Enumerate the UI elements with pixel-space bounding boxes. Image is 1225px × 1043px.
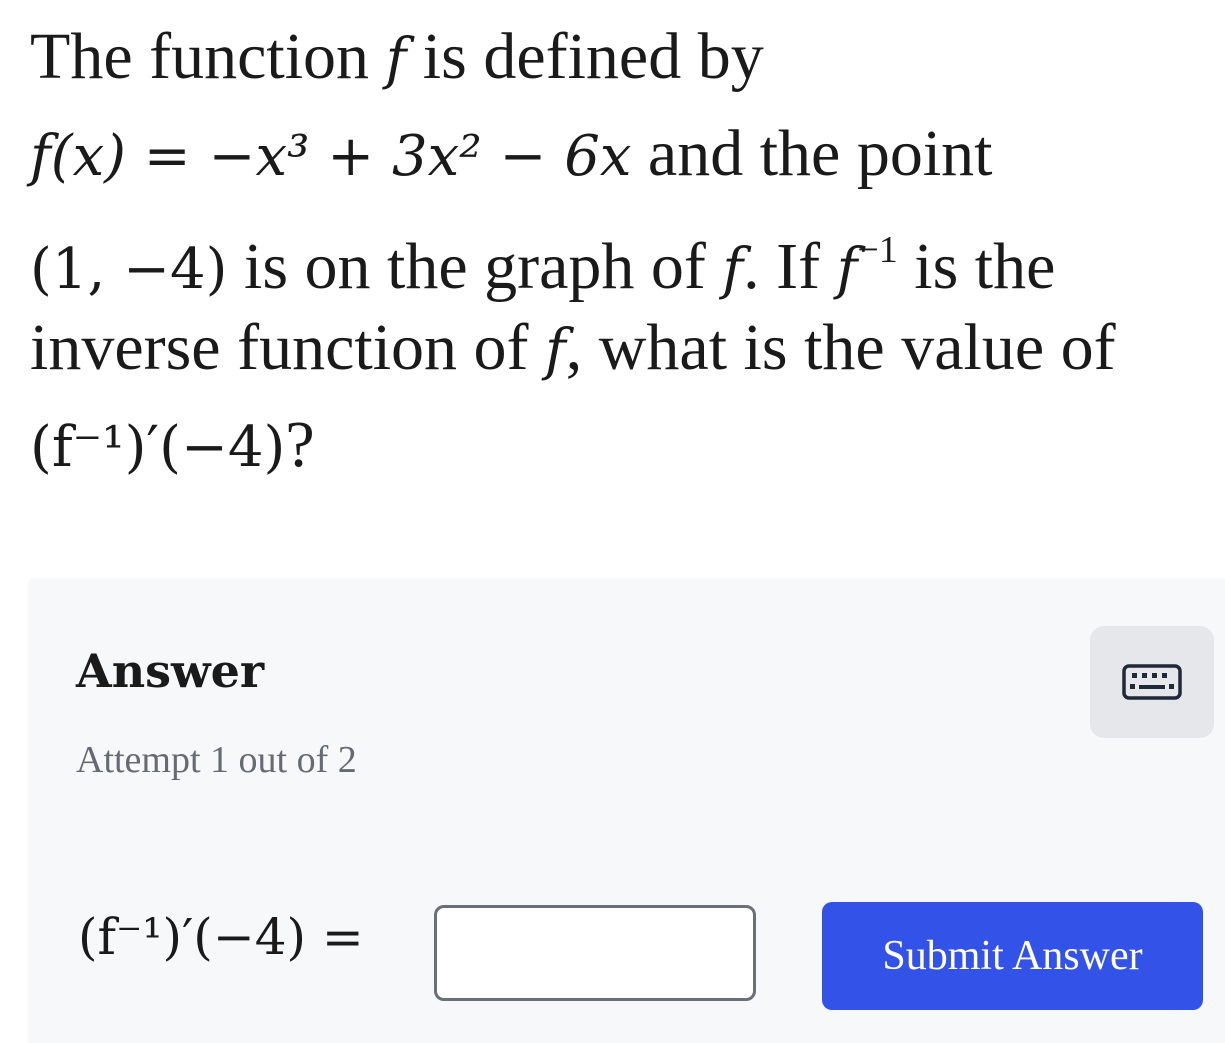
inverse-derivative-expression: (f⁻¹)′(−4): [30, 415, 286, 480]
submit-answer-button[interactable]: Submit Answer: [822, 902, 1203, 1010]
question-line-5: [30, 396, 1215, 493]
question-text-segment: . If: [743, 230, 837, 303]
answer-equation-label: (f⁻¹)′(−4) =: [78, 908, 364, 966]
question-text-segment: and the point: [631, 117, 993, 190]
question-line-2: [30, 105, 1215, 202]
keyboard-icon: [1122, 664, 1182, 700]
answer-input[interactable]: [434, 905, 756, 1001]
question-line-3: [30, 202, 1215, 303]
point-coordinates: (1, −4): [30, 237, 228, 302]
question-text-segment: The function: [30, 20, 386, 93]
math-keyboard-button[interactable]: [1090, 626, 1214, 738]
inverse-superscript: −1: [857, 229, 898, 271]
answer-panel: [28, 578, 1225, 1043]
function-equation: f(x) = −x³ + 3x² − 6x: [30, 124, 632, 189]
math-f-inverse: f: [836, 237, 858, 302]
question-line-1: [30, 8, 1215, 105]
math-f: f: [385, 27, 407, 92]
question-text-segment: is defined by: [406, 20, 764, 93]
answer-heading: Answer: [76, 644, 265, 698]
question-line-4: [30, 299, 1215, 396]
math-f: f: [722, 237, 744, 302]
question-text: [30, 8, 1215, 493]
question-text-segment: is the: [897, 230, 1056, 303]
question-text-segment: , what is the value of: [565, 311, 1116, 384]
question-text-segment: is on the graph of: [227, 230, 723, 303]
question-text-segment: inverse function of: [30, 311, 546, 384]
math-f: f: [545, 318, 566, 383]
question-mark: ?: [285, 408, 315, 481]
attempt-counter: Attempt 1 out of 2: [76, 739, 357, 781]
